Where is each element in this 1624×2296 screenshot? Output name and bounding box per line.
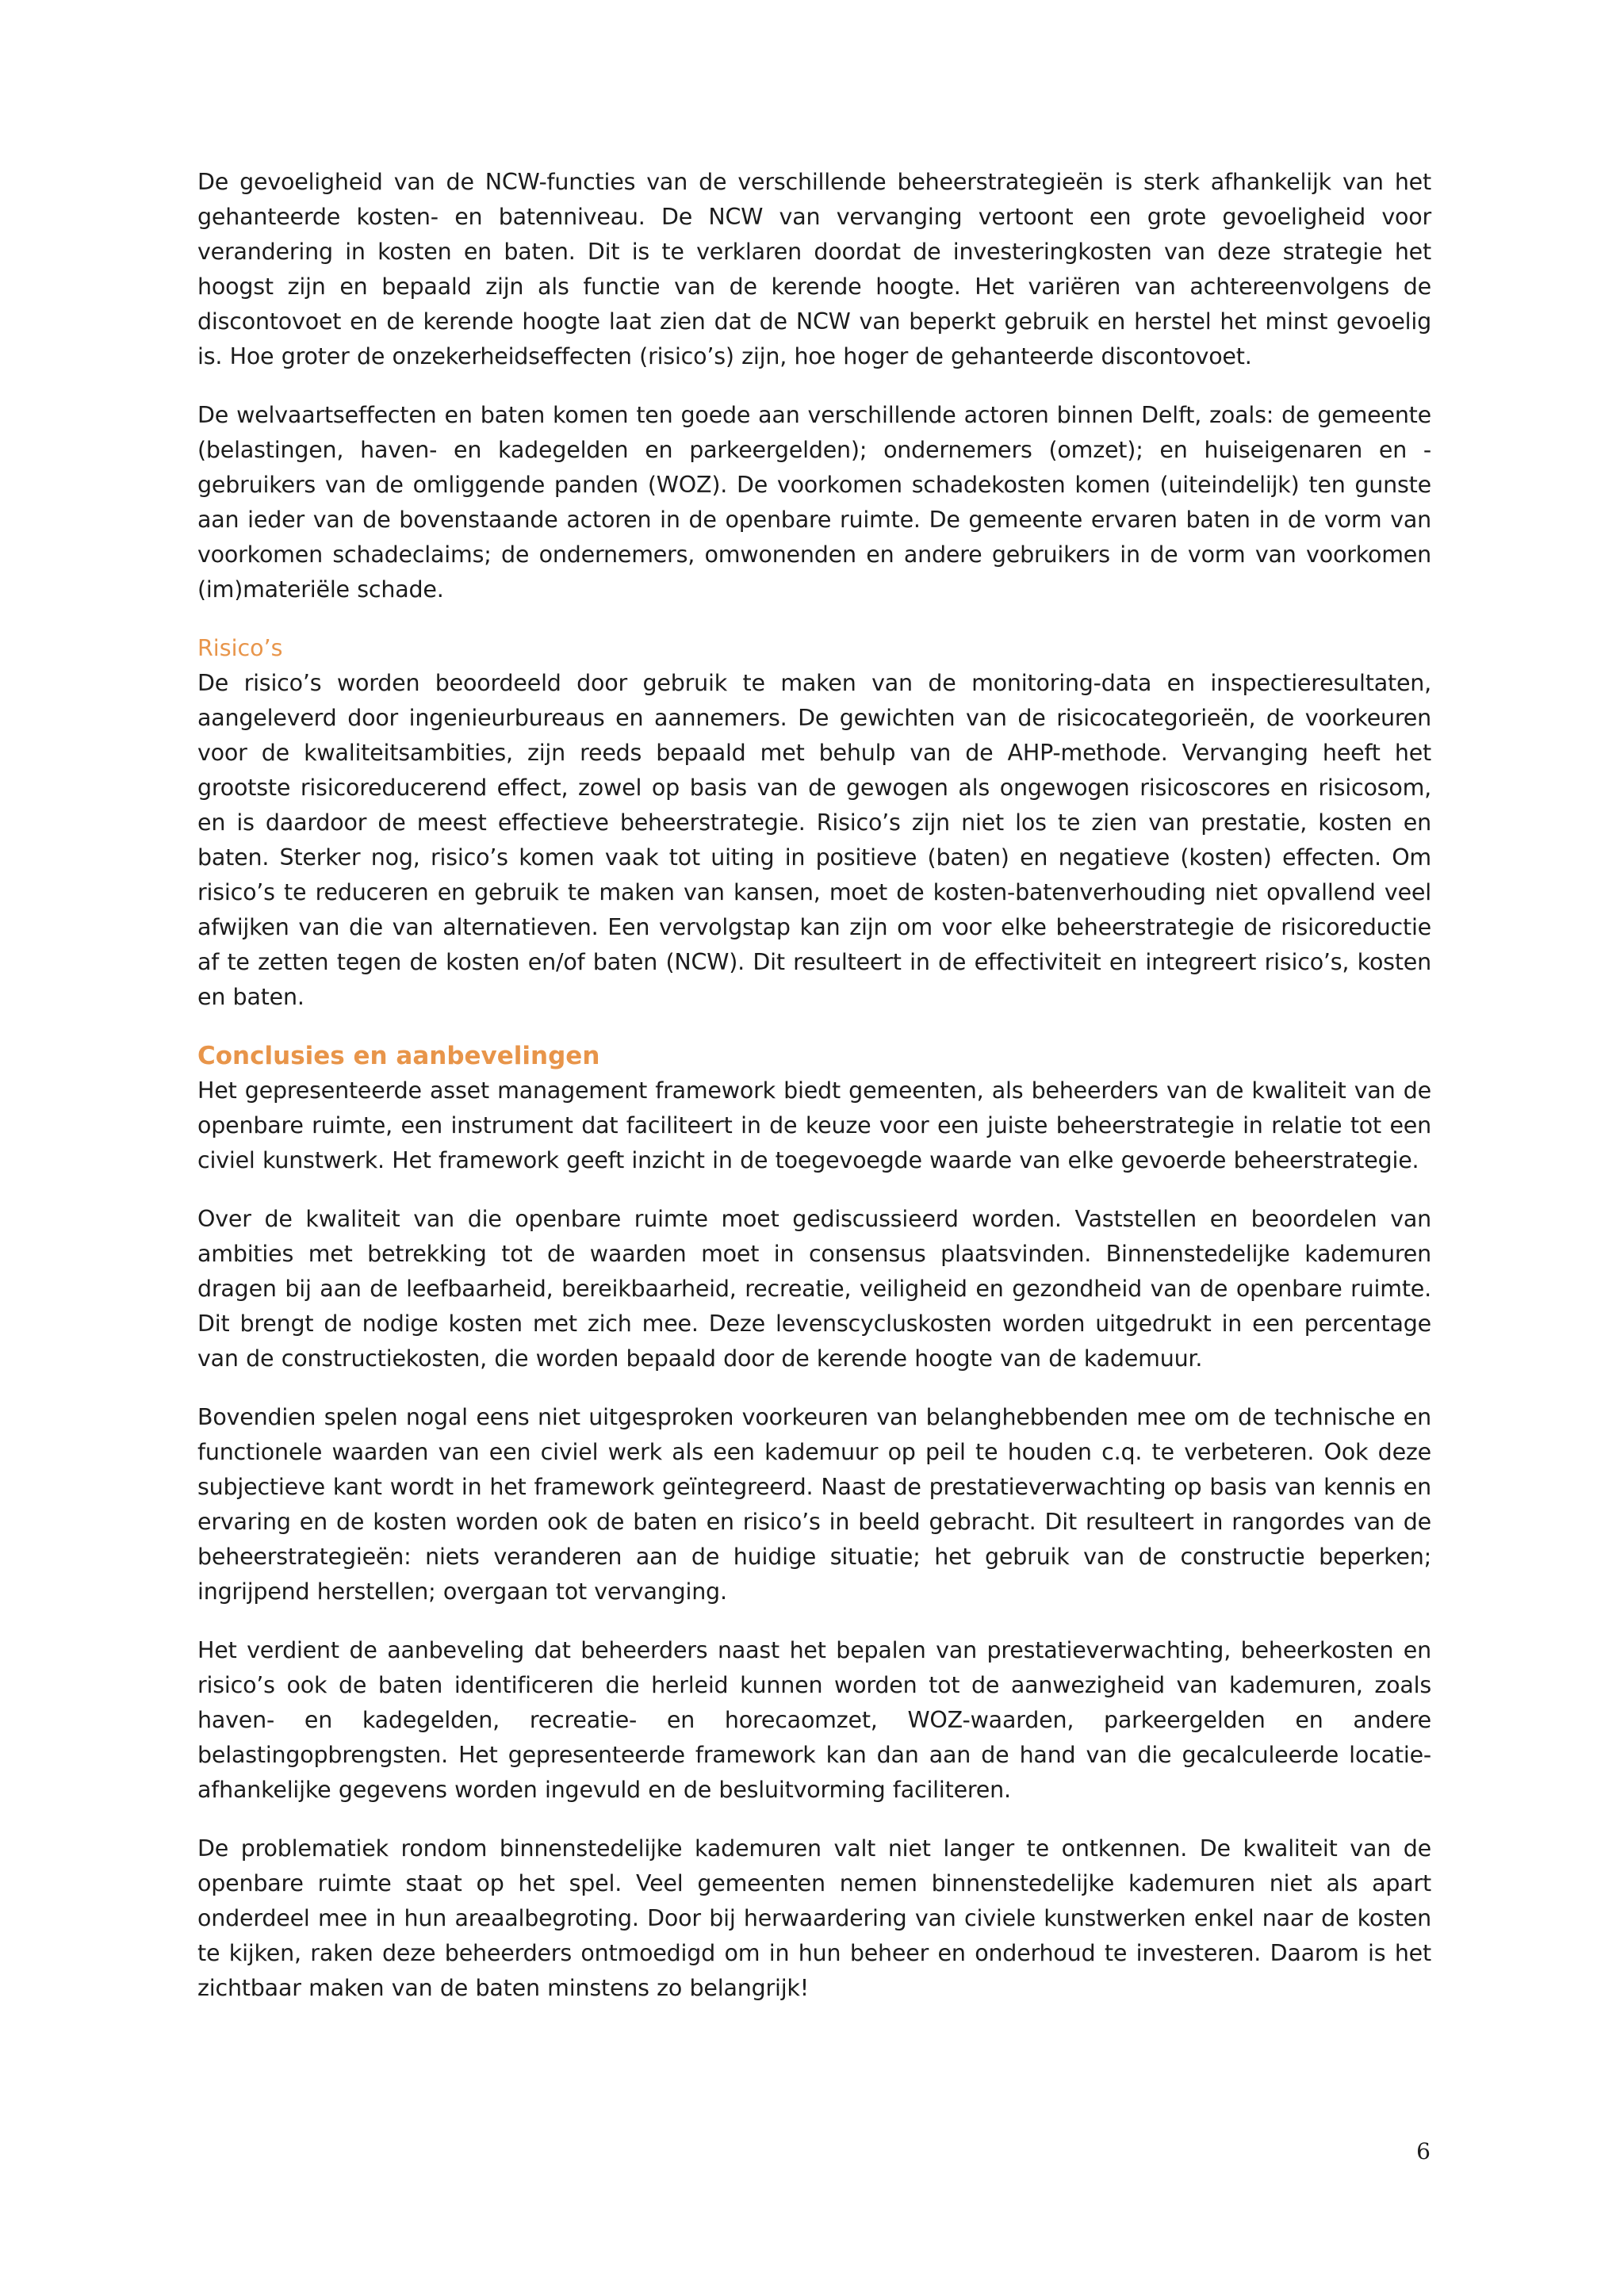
paragraph-ncw-sensitivity: De gevoeligheid van de NCW-functies van de verschillende beheerstrategieën is sterk afhankelijk van het gehanteerde kosten- en batenniveau. De NCW van vervanging vertoont een grote gevoeligheid voor verandering in kosten en baten. Dit is te verklaren doordat de investeringkosten van deze strategie het hoogst zijn en bepaald zijn als functie van de kerende hoogte. Het variëren van achtereenvolgens de discontovoet en de kerende hoogte laat zien dat de NCW van beperkt gebruik en herstel het minst gevoelig is. Hoe groter de onzekerheidseffecten (risico’s) zijn, hoe hoger de gehanteerde discontovoet.: [197, 169, 1431, 369]
paragraph-welfare-effects: De welvaartseffecten en baten komen ten goede aan verschillende actoren binnen Delft, zoals: de gemeente (belastingen, haven- en kadegelden en parkeergelden); ondernemers (omzet); en huiseigenaren en -gebruikers van de omliggende panden (WOZ). De voorkomen schadekosten komen (uiteindelijk) ten gunste aan ieder van de bovenstaande actoren in de openbare ruimte. De gemeente ervaren baten in de vorm van voorkomen schadeclaims; de ondernemers, omwonenden en andere gebruikers in de vorm van voorkomen (im)materiële schade.: [197, 402, 1431, 603]
page-number: 6: [1416, 2138, 1431, 2164]
page-content: [197, 165, 1431, 2030]
section-heading-conclusies: Conclusies en aanbevelingen: [197, 1042, 600, 1070]
paragraph-conclusies-problem: De problematiek rondom binnenstedelijke kademuren valt niet langer te ontkennen. De kwaliteit van de openbare ruimte staat op het spel. Veel gemeenten nemen binnenstedelijke kademuren niet als apart onderdeel mee in hun areaalbegroting. Door bij herwaardering van civiele kunstwerken enkel naar de kosten te kijken, raken deze beheerders ontmoedigd om in hun beheer en onderhoud te investeren. Daarom is het zichtbaar maken van de baten minstens zo belangrijk!: [197, 1835, 1431, 2001]
paragraph-conclusies-preferences: Bovendien spelen nogal eens niet uitgesproken voorkeuren van belanghebbenden mee om de technische en functionele waarden van een civiel werk als een kademuur op peil te houden c.q. te verbeteren. Ook deze subjectieve kant wordt in het framework geïntegreerd. Naast de prestatieverwachting op basis van kennis en ervaring en de kosten worden ook de baten en risico’s in beeld gebracht. Dit resulteert in rangordes van de beheerstrategieën: niets veranderen aan de huidige situatie; het gebruik van de constructie beperken; ingrijpend herstellen; overgaan tot vervanging.: [197, 1404, 1431, 1605]
paragraph-risico: De risico’s worden beoordeeld door gebruik te maken van de monitoring-data en inspectieresultaten, aangeleverd door ingenieurbureaus en aannemers. De gewichten van de risicocategorieën, de voorkeuren voor de kwaliteitsambities, zijn reeds bepaald met behulp van de AHP-methode. Vervanging heeft het grootste risicoreducerend effect, zowel op basis van de gewogen als ongewogen risicoscores en risicosom, en is daardoor de meest effectieve beheerstrategie. Risico’s zijn niet los te zien van prestatie, kosten en baten. Sterker nog, risico’s komen vaak tot uiting in positieve (baten) en negatieve (kosten) effecten. Om risico’s te reduceren en gebruik te maken van kansen, moet de kosten-batenverhouding niet opvallend veel afwijken van die van alternatieven. Een vervolgstap kan zijn om voor elke beheerstrategie de risicoreductie af te zetten tegen de kosten en/of baten (NCW). Dit resulteert in de effectiviteit en integreert risico’s, kosten en baten.: [197, 670, 1431, 1010]
paragraph-conclusies-recommendation: Het verdient de aanbeveling dat beheerders naast het bepalen van prestatieverwachting, beheerkosten en risico’s ook de baten identificeren die herleid kunnen worden tot de aanwezigheid van kademuren, zoals haven- en kadegelden, recreatie- en horecaomzet, WOZ-waarden, parkeergelden en andere belastingopbrengsten. Het gepresenteerde framework kan dan aan de hand van die gecalculeerde locatie-afhankelijke gegevens worden ingevuld en de besluitvorming faciliteren.: [197, 1637, 1431, 1803]
section-heading-risico: Risico’s: [197, 635, 283, 661]
paragraph-conclusies-quality: Over de kwaliteit van die openbare ruimte moet gediscussieerd worden. Vaststellen en beoordelen van ambities met betrekking tot de waarden moet in consensus plaatsvinden. Binnenstedelijke kademuren dragen bij aan de leefbaarheid, bereikbaarheid, recreatie, veiligheid en gezondheid van de openbare ruimte. Dit brengt de nodige kosten met zich mee. Deze levenscycluskosten worden uitgedrukt in een percentage van de constructiekosten, die worden bepaald door de kerende hoogte van de kademuur.: [197, 1206, 1431, 1372]
paragraph-conclusies-framework: Het gepresenteerde asset management framework biedt gemeenten, als beheerders van de kwaliteit van de openbare ruimte, een instrument dat faciliteert in de keuze voor een juiste beheerstrategie in relatie tot een civiel kunstwerk. Het framework geeft inzicht in de toegevoegde waarde van elke gevoerde beheerstrategie.: [197, 1077, 1431, 1173]
